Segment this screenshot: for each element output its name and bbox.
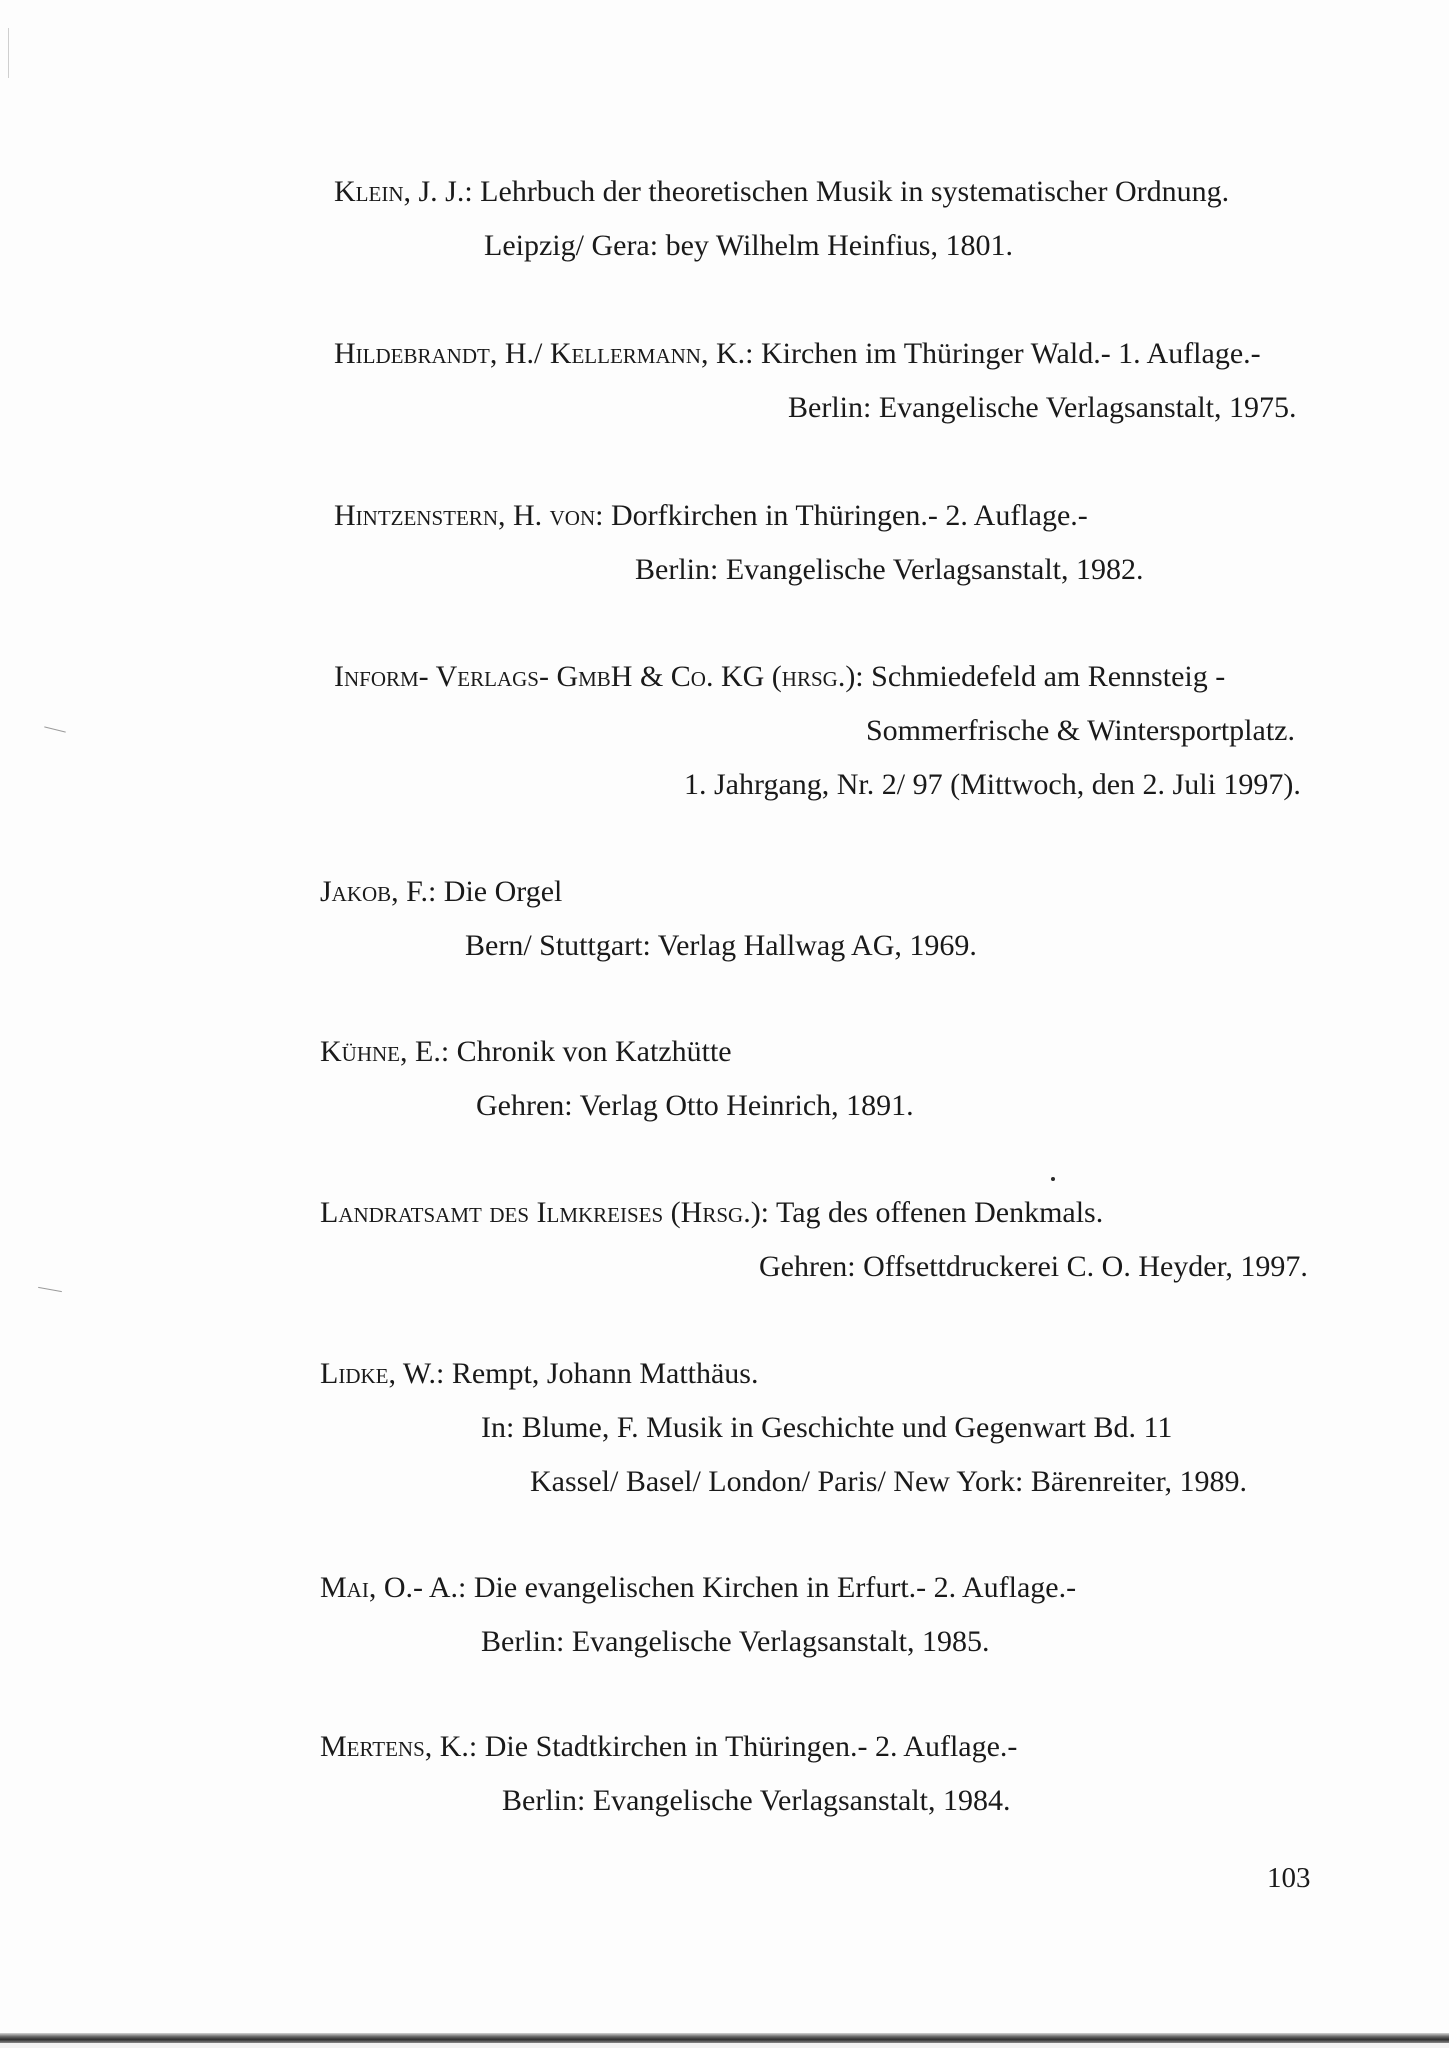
bibliography-entry-first-line	[334, 336, 1261, 372]
entry-author: Mai, O.- A.:	[320, 1571, 467, 1604]
entry-author: Mertens, K.:	[320, 1730, 478, 1763]
entry-author: Klein, J. J.:	[334, 175, 473, 208]
entry-subtitle: Sommerfrische & Wintersportplatz.	[866, 714, 1295, 747]
bibliography-entry-first-line	[320, 1570, 1076, 1606]
entry-author: Lidke, W.:	[320, 1357, 445, 1390]
scan-speck	[1051, 1177, 1055, 1181]
scan-bottom-margin	[0, 2043, 1449, 2048]
entry-imprint: 1. Jahrgang, Nr. 2/ 97 (Mittwoch, den 2. Juli 1997).	[684, 768, 1301, 801]
entry-author: Jakob, F.:	[320, 875, 437, 908]
bibliography-entry-first-line	[320, 1729, 1017, 1765]
bibliography-entry-first-line	[334, 659, 1225, 695]
entry-author: Inform- Verlags- GmbH & Co. KG (hrsg.):	[334, 660, 864, 693]
entry-imprint: Berlin: Evangelische Verlagsanstalt, 1985.	[481, 1625, 990, 1658]
entry-title: Die Orgel	[443, 875, 563, 908]
entry-title: Die evangelischen Kirchen in Erfurt.- 2. Auflage.-	[473, 1571, 1077, 1604]
entry-imprint: Berlin: Evangelische Verlagsanstalt, 1975.	[788, 391, 1297, 424]
scan-edge-mark	[8, 28, 9, 78]
entry-author: Hintzenstern, H. von:	[334, 499, 604, 532]
entry-imprint: Berlin: Evangelische Verlagsanstalt, 1982.	[635, 553, 1144, 586]
entry-imprint: Berlin: Evangelische Verlagsanstalt, 1984.	[502, 1784, 1011, 1817]
entry-title: Lehrbuch der theoretischen Musik in systematischer Ordnung.	[480, 175, 1230, 208]
entry-title: Tag des offenen Denkmals.	[775, 1196, 1104, 1229]
bibliography-entry-first-line	[320, 1356, 758, 1392]
entry-author: Hildebrandt, H./ Kellermann, K.:	[334, 337, 754, 370]
bibliography-entry-first-line	[320, 1034, 732, 1070]
entry-title: Dorfkirchen in Thüringen.- 2. Auflage.-	[610, 499, 1088, 532]
entry-source: In: Blume, F. Musik in Geschichte und Gegenwart Bd. 11	[481, 1411, 1173, 1444]
entry-title: Chronik von Katzhütte	[456, 1035, 732, 1068]
entry-author: Kühne, E.:	[320, 1035, 450, 1068]
scan-bottom-edge	[0, 2033, 1449, 2043]
entry-title: Schmiedefeld am Rennsteig -	[871, 660, 1226, 693]
entry-imprint: Bern/ Stuttgart: Verlag Hallwag AG, 1969.	[465, 929, 977, 962]
entry-imprint: Kassel/ Basel/ London/ Paris/ New York: Bärenreiter, 1989.	[530, 1465, 1248, 1498]
bibliography-entry-first-line	[334, 498, 1088, 534]
bibliography-entry-first-line	[320, 1195, 1103, 1231]
entry-imprint: Gehren: Verlag Otto Heinrich, 1891.	[476, 1089, 914, 1122]
entry-author: Landratsamt des Ilmkreises (Hrsg.):	[320, 1196, 770, 1229]
scan-artifact-mark	[44, 726, 66, 732]
page-number: 103	[1267, 1862, 1311, 1894]
bibliography-entry-first-line	[334, 174, 1229, 210]
entry-title: Die Stadtkirchen in Thüringen.- 2. Auflage.-	[484, 1730, 1018, 1763]
entry-imprint: Leipzig/ Gera: bey Wilhelm Heinfius, 1801.	[484, 229, 1013, 262]
entry-title: Rempt, Johann Matthäus.	[451, 1357, 759, 1390]
scan-artifact-mark	[38, 1287, 62, 1292]
entry-imprint: Gehren: Offsettdruckerei C. O. Heyder, 1997.	[759, 1250, 1308, 1283]
entry-title: Kirchen im Thüringer Wald.- 1. Auflage.-	[760, 337, 1261, 370]
bibliography-entry-first-line	[320, 874, 562, 910]
